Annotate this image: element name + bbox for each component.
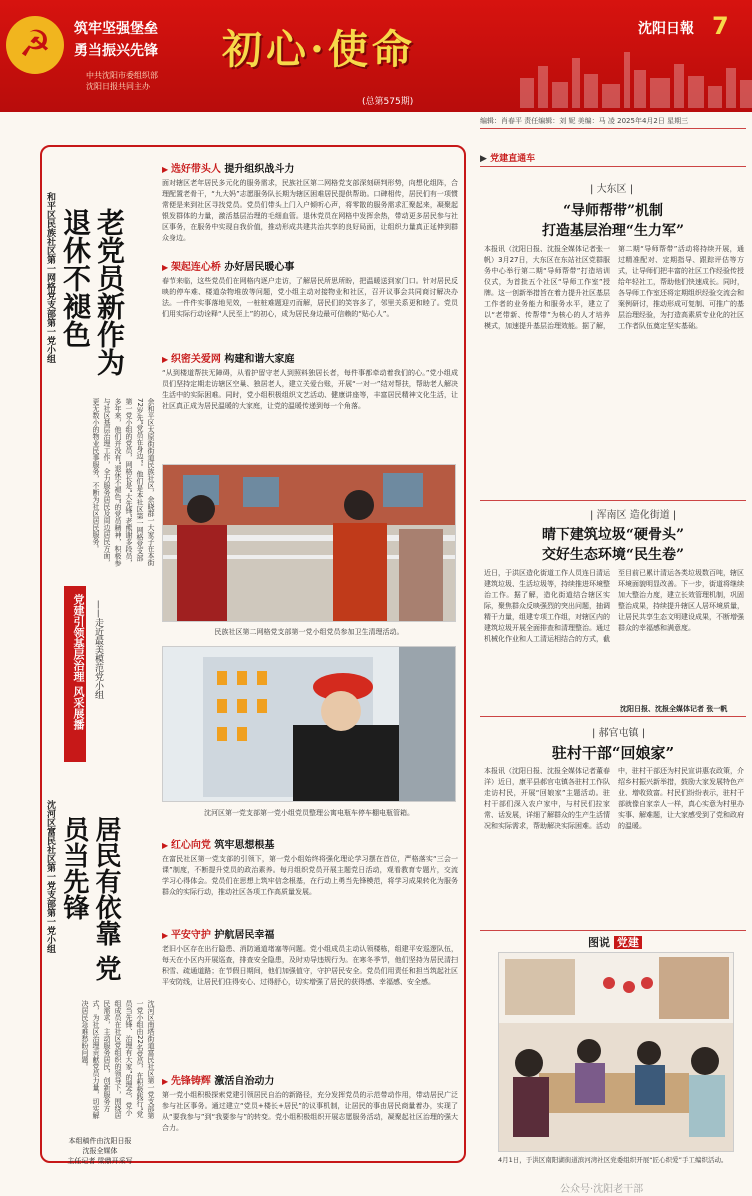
column-name: ▶ 党建直通车 bbox=[480, 154, 536, 164]
slogan-line-1: 筑牢坚强堡垒 bbox=[74, 21, 158, 37]
right-divider bbox=[480, 500, 746, 501]
page-number: 7 bbox=[712, 12, 729, 40]
story1-section2-heading: ▶ 架起连心桥 办好居民暖心事 bbox=[162, 262, 295, 273]
slogan-line-2: 勇当振兴先锋 bbox=[74, 43, 158, 59]
story1-kicker: 和平区民族社区第一网格党支部第一党小组 bbox=[45, 192, 55, 363]
party-emblem-icon: ☭ bbox=[6, 16, 64, 74]
story2-kicker: 沈河区富民社区第一党支部第一党小组 bbox=[45, 800, 55, 953]
right-column-header bbox=[480, 146, 746, 164]
story3-body: 本报讯（沈阳日报、沈报全媒体记者张一帆）3月27日，大东区在东站社区党群服务中心举行第二期“导师帮带”打造培训仪式，为首批五个社区“导师工作室”授牌。这一创新举措旨在着力提升社区基层工作者的业务能力和服务水平，建立了以“老带新、传帮带”为核心的人才培养模式，加速提升基层治理效能。据了解，第二期“导师帮带”活动将持续开展，通过精准配对、定期指导、跟踪评估等方式，让导师们把丰富的社区工作经验传授给年轻社工，帮助他们快速成长。同时，各导师工作室还将定期组织经验交流会和案例研讨，推动形成可复制、可推广的基层治理经验，为打造高素质专业化的社区工作者队伍奠定坚实基础。 bbox=[484, 245, 744, 330]
story2-headline: 居民有依靠 党员当先锋 bbox=[59, 816, 121, 982]
page-title: 初心·使命 bbox=[222, 26, 416, 73]
story1-lead: 余和平区太原街街道民族社区，余晓群一大家子在本街72岁先“党员在身边”。他们是本社区第一网格党支部第一党小组的党员，网格长是“大先锋”老熊谢多段员，多年来，他们并没有“退休不褪色”的党员精神，积极参与社区基层治理工作，全力服务居民及周边居民方面，更无数小的物业民事服务，不断为社区居民服务。 bbox=[92, 398, 155, 567]
watermark: 公众号·沈阳老干部 bbox=[560, 1184, 644, 1195]
section-title: 提升组织战斗力 bbox=[224, 164, 295, 175]
story2-section1-body: 在富民社区第一党支部的引领下，第一党小组始终将强化理论学习摆在首位，严格落实“三会一课”制度，不断提升党员的政治素养。每月组织党员开展主题党日活动，观看教育专题片，交流学习心得体会。党员们在思想上筑牢信念根基，在行动上勇当先锋模范，将学习成果转化为服务群众的实际行动，推动社区各项工作高质量发展。 bbox=[162, 855, 458, 896]
volunteers-cleanup-photo bbox=[162, 464, 456, 622]
section-banner: 党建引领基层治理 风采展播 bbox=[64, 586, 86, 762]
section-title: 构建和谐大家庭 bbox=[224, 354, 295, 365]
knitting-activity-photo bbox=[498, 952, 734, 1152]
section-tag: 平安守护 bbox=[170, 930, 211, 941]
story4-byline: 沈阳日报、沈报全媒体记者 张一帆 bbox=[620, 705, 728, 713]
story5-body: 本报讯（沈阳日报、沈报全媒体记者董春洋）近日，康平县郝官屯镇各驻村工作队走访村民，开展“回娘家”主题活动。驻村干部们深入农户家中，与村民们拉家常、话发展，详细了解群众的生产生活情况和实际需求，帮助解决实际困难。活动中，驻村干部还为村民宣讲惠农政策，介绍乡村振兴新举措，鼓励大家发展特色产业、增收致富。村民们纷纷表示，驻村干部就像自家亲人一样，真心实意为村里办实事、解难题，让大家感受到了党和政府的温暖。 bbox=[484, 767, 744, 830]
story-district-tag: | 郝官屯镇 | bbox=[592, 728, 646, 739]
photo1-caption: 民族社区第二网格党支部第一党小组党员参加卫生清理活动。 bbox=[214, 628, 404, 636]
story2-section1-heading: ▶ 红心向党 筑牢思想根基 bbox=[162, 840, 275, 851]
story1-section3-heading: ▶ 织密关爱网 构建和谐大家庭 bbox=[162, 354, 295, 365]
organizer-line-2: 沈阳日报共同主办 bbox=[86, 82, 150, 91]
section-title: 护航居民幸福 bbox=[214, 930, 275, 941]
story1-section2-body: 春节来临，这些党员们在网格内逐户走访，了解居民所思所盼，把温暖送到家门口。针对居民反映的停车难、楼道杂物堆放等问题，党小组主动对接物业和社区，召开议事会共同商讨解决办法。一件件实事落地见效，一桩桩难题迎刃而解，居民们的笑容多了，邻里关系更和睦了。党员们用实际行动诠释“人民至上”的初心，成为居民身边最可信赖的“贴心人”。 bbox=[162, 277, 458, 318]
organizer-line-1: 中共沈阳市委组织部 bbox=[86, 71, 158, 80]
header-divider bbox=[480, 128, 746, 129]
story4-headline-line1: 晴下建筑垃圾“硬骨头” bbox=[541, 527, 685, 543]
masthead bbox=[0, 0, 752, 112]
skyline-illustration bbox=[520, 48, 752, 108]
issue-number: (总第575期) bbox=[362, 97, 414, 107]
story-district-tag: | 大东区 | bbox=[590, 184, 634, 195]
section-tag: 选好带头人 bbox=[170, 164, 221, 175]
story3-headline-line2: 打造基层治理“生力军” bbox=[541, 223, 685, 239]
section-title: 筑牢思想根基 bbox=[214, 840, 275, 851]
story5-headline: 驻村干部“回娘家” bbox=[551, 744, 675, 762]
right-divider bbox=[480, 166, 746, 167]
section-tag: 红心向党 bbox=[170, 840, 211, 851]
editor-credits: 编辑：肖春平 责任编辑：刘 妮 美编：马 凌 2025年4月2日 星期三 bbox=[480, 117, 689, 125]
photo3-caption: 4月1日，于洪区南阳湖街道滨河湾社区党委组织开展“匠心织爱”手工编织活动。 bbox=[498, 1156, 728, 1164]
story1-section1-body: 面对辖区老年居民多元化的服务需求，民族社区第二网格党支部深刻研判形势，向想化组阵，合理配置老骨干，“九大妈”志愿服务队长期为辖区困难居民提供帮助。口碑相传，居民们有一项惯常便是来到社区寻找党员。党员们带头上门入户倾听心声，将零散的服务需求汇聚起来，凝聚起银发群体的力量，激活基层治理的毛细血管。退休党员在网格中发挥余热，带动更多居民参与社区事务，在服务中实现自我价值，推动形成共建共治共享的良好局面，让组织力量真正延伸到群众身边。 bbox=[162, 179, 458, 242]
story1-section1-heading: ▶ 选好带头人 提升组织战斗力 bbox=[162, 164, 295, 175]
right-divider bbox=[480, 716, 746, 717]
credit-line: 主任记者 梁鼎开采写 bbox=[67, 1157, 133, 1165]
right-divider bbox=[480, 930, 746, 931]
story1-section3-body: “从到楼道帮扶无障碍，从看护留守老人到照料独居长者，每件事都牵动着我们的心。”党小组成员们坚持定期走访辖区空巢、独居老人，建立关爱台账，开展“一对一”结对帮扶，帮助老人解决生活中的实际困难。同时，党小组积极组织文艺活动、健康讲座等，丰富居民精神文化生活，让社区真正成为居民温暖的大家庭，让党的温暖传递到每一个角落。 bbox=[162, 369, 458, 410]
credit-line: 本组稿件由沈阳日报 bbox=[68, 1137, 132, 1145]
story2-section2-heading: ▶ 平安守护 护航居民幸福 bbox=[162, 930, 275, 941]
photo2-caption: 沈河区第一党支部第一党小组党员整理公寓电瓶车停车棚电瓶管箱。 bbox=[204, 809, 414, 817]
credit-line: 沈报全媒体 bbox=[82, 1147, 118, 1155]
story-credits bbox=[44, 1136, 156, 1166]
story2-lead: 沈河区南塔街道富民社区第一党支部第一党小组由22名党员，在积极践行“党员当先锋、治理有大家”的理念，党小组成员在社区党组织的领导下，围绕居民需求，主动服务居民，创新服务方式，为社区治理贡献党员力量，切实解决居民急难愁盼问题。 bbox=[81, 1000, 155, 1119]
section-tag: 先锋铸辉 bbox=[170, 1076, 211, 1087]
story-district-tag: | 浑南区 造化街道 | bbox=[590, 510, 677, 521]
newspaper-logo: 沈阳日報 bbox=[638, 21, 694, 37]
photo-section-label: 图说 党建 bbox=[588, 934, 642, 950]
section-title: 激活自治动力 bbox=[214, 1076, 275, 1087]
story1-headline: 老党员新作为 退休不褪色 bbox=[59, 208, 126, 376]
story4-body: 近日，于洪区造化街道工作人员连日清运建筑垃圾、生活垃圾等，持续推进环境整治工作。据了解，造化街道结合辖区实际，聚焦群众反映强烈的突出问题，抽调精干力量，组建专项工作组，对辖区内的建筑垃圾开展全面排查和清理整治。通过机械化作业和人工清运相结合的方式，截至目前已累计清运各类垃圾数百吨，辖区环境面貌明显改善。下一步，街道将继续加大整治力度，建立长效管理机制，巩固整治成果，持续提升辖区人居环境质量，让居民共享生态文明建设成果，不断增强群众的幸福感和满意度。 bbox=[484, 569, 744, 643]
section-tag: 架起连心桥 bbox=[170, 262, 221, 273]
banner-subtitle: ——走近最美模范党小组 bbox=[93, 600, 103, 699]
story2-section3-body: 第一党小组积极探索党建引领居民自治的新路径，充分发挥党员的示范带动作用，带动居民广泛参与社区事务。通过建立“党员+楼长+居民”的议事机制，让居民的事由居民商量着办，实现了从“要我参与”到“我要参与”的转变。党小组积极组织开展志愿服务活动，凝聚起社区治理的强大合力。 bbox=[162, 1091, 458, 1132]
story4-headline-line2: 交好生态环境“民生卷” bbox=[541, 547, 685, 563]
section-title: 办好居民暖心事 bbox=[224, 262, 295, 273]
story2-section3-heading: ▶ 先锋铸辉 激活自治动力 bbox=[162, 1076, 275, 1087]
story2-section2-body: 老旧小区存在出行隐患、消防通道堵塞等问题。党小组成员主动认领楼栋，组建平安巡逻队伍，每天在小区内开展巡查，排查安全隐患，及时劝导违规行为。在寒冬季节，他们坚持为居民清扫积雪、疏通道路；在节假日期间，他们加强值守，守护居民安全。党员们用责任和担当筑起社区平安防线，让居民们住得安心、过得舒心，切实增强了居民的获得感、幸福感、安全感。 bbox=[162, 945, 458, 986]
meter-box-photo bbox=[162, 646, 456, 802]
section-tag: 织密关爱网 bbox=[170, 354, 221, 365]
story3-headline-line1: “导师帮带”机制 bbox=[562, 203, 664, 219]
